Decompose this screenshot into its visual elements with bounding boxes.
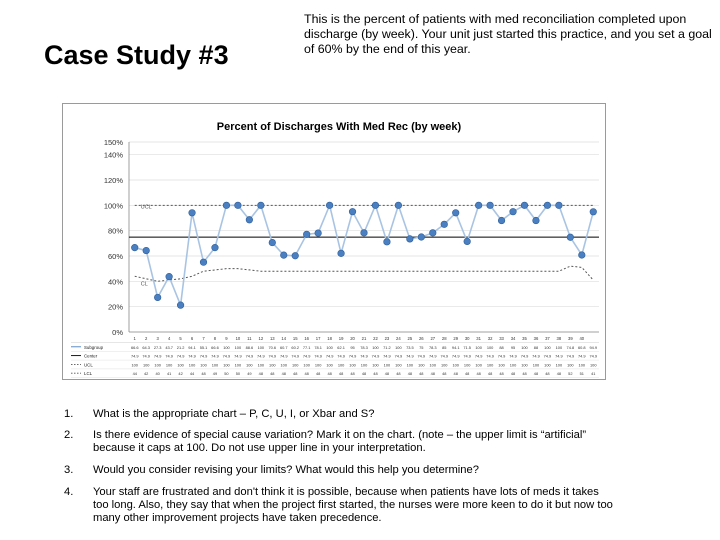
data-point	[131, 244, 138, 251]
data-point	[521, 202, 528, 209]
table-cell: 100	[234, 362, 242, 368]
table-cell: 74.9	[142, 353, 150, 359]
table-cell: 100	[223, 362, 230, 368]
table-cell: 100	[532, 362, 540, 368]
table-cell: 74.9	[532, 353, 540, 359]
table-cell: 74.9	[291, 353, 300, 359]
table-cell: 100	[360, 362, 368, 368]
table-cell: 48	[476, 371, 481, 377]
table-cell: 78.3	[428, 344, 437, 350]
data-point	[372, 202, 379, 209]
table-cell: 48	[522, 371, 527, 377]
table-cell: 48	[327, 371, 332, 377]
table-cell: 100	[337, 362, 345, 368]
table-cell: 100	[452, 362, 459, 368]
data-point	[280, 252, 287, 259]
table-cell: 100	[395, 344, 402, 350]
table-cell: 88	[499, 344, 504, 350]
table-cell: 21.2	[176, 344, 185, 350]
table-cell: 100	[211, 362, 219, 368]
table-cell: 44	[132, 371, 137, 377]
x-tick-label: 9	[225, 336, 228, 341]
table-cell: 27.3	[153, 344, 162, 350]
data-point	[189, 210, 196, 217]
table-cell: 78.3	[360, 344, 368, 350]
table-cell: 48	[419, 371, 424, 377]
table-cell: 48	[465, 371, 470, 377]
table-cell: 100	[165, 362, 173, 368]
table-cell: 94.1	[451, 344, 460, 350]
x-tick-label: 30	[464, 336, 470, 341]
table-cell: 48	[499, 371, 504, 377]
data-point	[269, 239, 276, 246]
table-cell: 74.9	[589, 353, 598, 359]
table-cell: 100	[234, 344, 242, 350]
table-cell: 74.9	[417, 353, 426, 359]
table-cell: 48	[293, 371, 298, 377]
table-cell: 48	[407, 371, 413, 377]
table-cell: 48	[258, 371, 263, 377]
table-cell: 74.9	[360, 353, 368, 359]
table-cell: 100	[463, 362, 471, 368]
table-cell: 48	[453, 371, 458, 377]
table-cell: 95	[510, 344, 516, 350]
y-tick-label: 150%	[103, 138, 123, 147]
data-point	[510, 208, 517, 215]
table-cell: 48	[487, 371, 493, 377]
table-cell: 100	[349, 362, 356, 368]
table-cell: 74.9	[428, 353, 437, 359]
x-tick-label: 5	[179, 336, 182, 341]
x-tick-label: 34	[510, 336, 516, 341]
table-cell: 100	[555, 344, 563, 350]
data-point	[349, 208, 356, 215]
table-cell: 48	[304, 371, 309, 377]
table-cell: 75	[419, 344, 424, 350]
table-cell: 41	[591, 371, 596, 377]
data-point	[143, 247, 150, 254]
table-cell: 100	[372, 362, 379, 368]
y-tick-label: 140%	[103, 150, 123, 160]
table-cell: 74.9	[371, 353, 380, 359]
table-cell: 74.9	[279, 353, 288, 359]
table-cell: 100	[544, 362, 551, 368]
x-tick-label: 27	[430, 336, 436, 341]
table-cell: 48	[545, 371, 550, 377]
data-point	[200, 259, 207, 266]
table-cell: 62.1	[337, 344, 345, 350]
table-cell: 100	[475, 362, 482, 368]
table-cell: 100	[326, 344, 333, 350]
table-cell: 74.9	[451, 353, 460, 359]
x-tick-label: 1	[133, 336, 136, 341]
slide-title: Case Study #3	[44, 40, 229, 70]
data-point	[166, 273, 173, 280]
table-cell: 100	[372, 344, 379, 350]
table-cell: 48	[201, 371, 206, 377]
table-cell: 100	[498, 362, 505, 368]
table-cell: 100	[590, 362, 597, 368]
data-point	[487, 202, 494, 209]
x-tick-label: 26	[418, 336, 424, 341]
table-cell: 74.9	[440, 353, 449, 359]
table-cell: 43.7	[165, 344, 173, 350]
table-cell: 48	[373, 371, 378, 377]
data-point	[418, 234, 425, 241]
table-cell: 100	[188, 362, 196, 368]
table-cell: 48	[430, 371, 435, 377]
question-text: Would you consider revising your limits? What would this help you determine?	[93, 464, 479, 476]
table-cell: 49	[212, 371, 218, 377]
data-point	[407, 236, 414, 243]
table-cell: 42	[178, 371, 183, 377]
data-point	[384, 239, 391, 246]
table-cell: 74.9	[245, 353, 254, 359]
x-tick-label: 31	[476, 336, 481, 341]
y-tick-label: 80%	[107, 226, 123, 236]
y-tick-label: 20%	[107, 302, 123, 312]
table-cell: 66.6	[130, 344, 139, 350]
table-cell: 100	[326, 362, 333, 368]
table-cell: 48	[556, 371, 562, 377]
table-cell: 85	[442, 344, 447, 350]
table-cell: 71.5	[463, 344, 471, 350]
table-cell: 74.9	[268, 353, 277, 359]
table-row-label: Subgroup	[84, 344, 104, 350]
table-cell: 100	[429, 362, 437, 368]
subgroup-line	[135, 205, 594, 305]
table-cell: 74.9	[337, 353, 345, 359]
table-cell: 66.6	[211, 344, 219, 350]
table-cell: 100	[257, 344, 265, 350]
table-cell: 74.9	[176, 353, 185, 359]
x-tick-label: 10	[235, 336, 241, 341]
table-cell: 48	[396, 371, 401, 377]
table-cell: 74.9	[188, 353, 196, 359]
data-point	[154, 294, 161, 301]
table-cell: 78.1	[314, 344, 322, 350]
table-cell: 74.9	[578, 353, 586, 359]
table-cell: 74.9	[486, 353, 494, 359]
data-point	[235, 202, 242, 209]
table-cell: 100	[154, 362, 161, 368]
table-row-label: UCL	[84, 362, 93, 368]
table-cell: 100	[486, 344, 494, 350]
table-cell: 100	[291, 362, 299, 368]
x-tick-label: 13	[269, 336, 275, 341]
table-cell: 95	[350, 344, 355, 350]
table-cell: 88	[533, 344, 539, 350]
data-point	[338, 250, 345, 257]
table-cell: 42	[144, 371, 149, 377]
table-cell: 60.2	[291, 344, 300, 350]
table-cell: 100	[257, 362, 265, 368]
table-cell: 40	[155, 371, 160, 377]
table-cell: 100	[314, 362, 322, 368]
table-cell: 100	[521, 344, 528, 350]
table-cell: 74.9	[211, 353, 219, 359]
table-cell: 100	[567, 362, 574, 368]
data-point	[464, 238, 471, 245]
table-cell: 48	[442, 371, 447, 377]
table-cell: 48	[281, 371, 286, 377]
table-cell: 55.1	[199, 344, 208, 350]
table-cell: 74.9	[302, 353, 311, 359]
table-cell: 74.9	[474, 353, 483, 359]
data-point	[212, 244, 219, 251]
table-cell: 74.9	[325, 353, 334, 359]
table-cell: 100	[440, 362, 448, 368]
x-tick-label: 7	[202, 336, 205, 341]
table-cell: 74.9	[543, 353, 552, 359]
x-tick-label: 4	[167, 336, 171, 341]
x-tick-label: 11	[247, 336, 252, 341]
table-cell: 48	[510, 371, 516, 377]
data-point	[315, 230, 322, 237]
table-cell: 74.9	[165, 353, 173, 359]
table-cell: 74.9	[394, 353, 403, 359]
lcl-label: CL	[140, 281, 148, 288]
data-point	[579, 252, 586, 259]
table-cell: 100	[303, 362, 310, 368]
y-tick-label: 120%	[103, 176, 123, 185]
question-number: 1.	[64, 408, 74, 420]
table-cell: 100	[142, 362, 150, 368]
data-point	[475, 202, 482, 209]
table-cell: 64.3	[142, 344, 150, 350]
table-cell: 100	[521, 362, 528, 368]
ucl-label: UCL	[140, 204, 152, 211]
table-cell: 100	[280, 362, 288, 368]
data-point	[556, 202, 563, 209]
x-tick-label: 20	[350, 336, 355, 341]
x-tick-label: 16	[304, 336, 310, 341]
x-tick-label: 19	[338, 336, 344, 341]
x-tick-label: 29	[453, 336, 459, 341]
table-cell: 48	[338, 371, 344, 377]
x-tick-label: 18	[327, 336, 332, 341]
table-cell: 51	[579, 371, 584, 377]
data-point	[498, 217, 505, 224]
table-cell: 88.6	[245, 344, 254, 350]
table-cell: 70.6	[268, 344, 277, 350]
table-cell: 74.9	[348, 353, 357, 359]
data-point	[361, 230, 368, 237]
table-cell: 100	[131, 362, 138, 368]
table-cell: 100	[269, 362, 276, 368]
table-row-label: Center	[84, 353, 98, 359]
question-text: What is the appropriate chart – P, C, U, I, or Xbar and S?	[93, 408, 375, 420]
data-point	[441, 221, 448, 228]
x-tick-label: 35	[522, 336, 527, 341]
table-cell: 94.9	[589, 344, 598, 350]
table-cell: 100	[555, 362, 563, 368]
x-tick-label: 33	[499, 336, 504, 341]
data-point	[246, 216, 253, 223]
y-tick-label: 60%	[107, 252, 123, 261]
question-text: Your staff are frustrated and don't think it is possible, because when patients have lots of meds it takes too long. Also, they say that when the project first started, the nurses were more keen to do it but now too many other improvement projects have taken precedence.	[93, 486, 613, 524]
chart-svg	[63, 104, 605, 379]
data-point	[292, 252, 299, 259]
table-cell: 74.9	[153, 353, 162, 359]
table-cell: 100	[383, 362, 391, 368]
table-cell: 100	[406, 362, 414, 368]
table-cell: 74.9	[257, 353, 265, 359]
data-point	[567, 234, 574, 241]
table-cell: 44	[189, 371, 195, 377]
table-cell: 74.9	[566, 353, 575, 359]
data-point	[590, 208, 597, 215]
question-number: 2.	[64, 429, 74, 441]
table-cell: 100	[544, 344, 551, 350]
data-point	[544, 202, 551, 209]
x-tick-label: 38	[556, 336, 562, 341]
data-point	[395, 202, 402, 209]
table-cell: 100	[486, 362, 494, 368]
x-tick-label: 40	[579, 336, 585, 341]
table-cell: 49	[247, 371, 252, 377]
x-tick-label: 2	[145, 336, 148, 341]
y-tick-label: 0%	[112, 328, 123, 337]
chart-title: Percent of Discharges With Med Rec (by week)	[216, 121, 462, 133]
table-cell: 74.9	[199, 353, 208, 359]
table-cell: 48	[533, 371, 539, 377]
x-tick-label: 39	[568, 336, 573, 341]
x-tick-label: 17	[315, 336, 321, 341]
table-cell: 41	[166, 371, 172, 377]
question-number: 4.	[64, 486, 74, 498]
table-cell: 100	[509, 362, 517, 368]
x-tick-label: 21	[361, 336, 367, 341]
table-cell: 100	[223, 344, 230, 350]
x-tick-label: 24	[396, 336, 401, 341]
question-text: Is there evidence of special cause variation? Mark it on the chart. (note – the upper limit is “artificial” because it caps at 100. Do not use upper line in your interpretation.	[93, 429, 587, 454]
table-cell: 48	[361, 371, 367, 377]
table-cell: 100	[395, 362, 402, 368]
x-tick-label: 36	[533, 336, 539, 341]
data-point	[223, 202, 230, 209]
table-cell: 77.1	[302, 344, 311, 350]
table-cell: 50	[224, 371, 229, 377]
data-point	[326, 202, 333, 209]
x-tick-label: 32	[487, 336, 493, 341]
table-cell: 100	[475, 344, 482, 350]
x-tick-label: 37	[545, 336, 550, 341]
table-cell: 74.9	[314, 353, 322, 359]
table-row-label: LCL	[84, 371, 93, 377]
table-cell: 52	[568, 371, 573, 377]
table-cell: 74.9	[555, 353, 563, 359]
y-tick-label: 40%	[107, 277, 123, 287]
lcl-line	[135, 266, 594, 281]
table-cell: 74.9	[497, 353, 506, 359]
table-cell: 100	[246, 362, 253, 368]
x-tick-label: 22	[373, 336, 378, 341]
table-cell: 60.8	[578, 344, 586, 350]
table-cell: 48	[384, 371, 390, 377]
x-tick-label: 8	[213, 336, 217, 341]
table-cell: 74.9	[406, 353, 414, 359]
x-tick-label: 14	[281, 336, 287, 341]
table-cell: 100	[177, 362, 184, 368]
table-cell: 74.9	[222, 353, 231, 359]
x-tick-label: 28	[441, 336, 447, 341]
slide-intro-text: This is the percent of patients with med reconciliation completed upon discharge (by week). Your unit just started this practice, and you set a goal of 60% by the end of this year.	[304, 12, 712, 56]
table-cell: 48	[315, 371, 321, 377]
data-point	[303, 231, 310, 238]
question-number: 3.	[64, 464, 74, 476]
table-cell: 94.1	[188, 344, 196, 350]
data-point	[452, 210, 459, 217]
table-cell: 48	[350, 371, 355, 377]
table-cell: 74.9	[130, 353, 139, 359]
table-cell: 60.7	[279, 344, 288, 350]
data-point	[177, 302, 184, 309]
table-cell: 100	[578, 362, 586, 368]
table-cell: 50	[235, 371, 241, 377]
table-cell: 74.8	[566, 344, 575, 350]
table-cell: 74.9	[234, 353, 242, 359]
table-cell: 74.9	[509, 353, 517, 359]
data-point	[258, 202, 265, 209]
table-cell: 74.9	[463, 353, 471, 359]
y-tick-label: 100%	[103, 201, 123, 211]
table-cell: 73.5	[406, 344, 414, 350]
table-cell: 71.2	[383, 344, 391, 350]
table-cell: 74.9	[520, 353, 529, 359]
table-cell: 48	[270, 371, 275, 377]
x-tick-label: 23	[384, 336, 390, 341]
data-point	[533, 217, 540, 224]
x-tick-label: 15	[292, 336, 298, 341]
data-point	[429, 230, 436, 237]
chart-frame	[62, 103, 606, 380]
table-cell: 100	[200, 362, 207, 368]
table-cell: 100	[418, 362, 425, 368]
x-tick-label: 6	[190, 336, 194, 341]
table-cell: 74.9	[383, 353, 391, 359]
x-tick-label: 12	[258, 336, 264, 341]
x-tick-label: 3	[156, 336, 159, 341]
x-tick-label: 25	[407, 336, 413, 341]
